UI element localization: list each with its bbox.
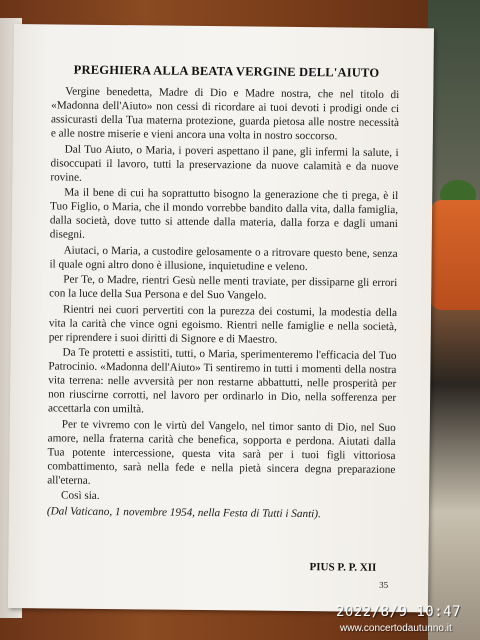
paragraph: Rientri nei cuori pervertiti con la purezza dei costumi, la modestia della vita la carità che vince ogni egoismo. Rientri nelle famiglie e nella società, per riprendere i suoi diritti di Signore e di Maestro.	[48, 303, 398, 346]
background-scene	[428, 0, 480, 640]
page-number: 35	[379, 579, 389, 590]
paragraph: Da Te protetti e assistiti, tutti, o Maria, sperimenteremo l'efficacia del Tuo Patrocinio. «Madonna dell'Aiuto» Ti sentiremo in tutti i momenti della nostra vita terrena: nelle avversità per non restarne abbattutti, nelle prosperità per non riuscirne corrotti, nel lavoro per ordinarlo in Dio, nella sofferenza per accettarla con umiltà.	[47, 346, 397, 416]
paragraph: Dal Tuo Aiuto, o Maria, i poveri aspettano il pane, gli infermi la salute, i disoccupati il lavoro, tutti la preservazione da nuove calamità e da nuove rovine.	[50, 143, 399, 184]
papal-signature: PIUS P. P. XII	[309, 561, 377, 574]
photo-timestamp: 2022/8/9 10:47	[336, 604, 462, 620]
flower-pot	[430, 200, 480, 310]
site-watermark: www.concertodautunno.it	[340, 623, 452, 634]
paragraph: Aiutaci, o Maria, a custodire gelosamente o a ritrovare questo bene, senza il quale ogni altro dono è illusione, inquietudine e veleno.	[49, 244, 398, 273]
prayer-body	[47, 84, 400, 523]
paragraph: Ma il bene di cui ha soprattutto bisogno la generazione che ti prega, è il Tuo Figlio, o Maria, che il mondo vorrebbe bandito dalla vita, dalla famiglia, dalla società, dove tutto si attende dalla materia, dalla forza e dagli umani disegni.	[49, 186, 399, 241]
book-page	[8, 24, 434, 612]
closing-line: Così sia.	[61, 489, 100, 502]
paragraph: Per Te, o Madre, rientri Gesù nelle menti traviate, per dissiparne gli errori con la luce della Sua Persona e del Suo Vangelo.	[49, 273, 398, 302]
prayer-title: PREGHIERA ALLA BEATA VERGINE DELL'AIUTO	[73, 62, 380, 80]
source-line: (Dal Vaticano, 1 novembre 1954, nella Festa di Tutti i Santi).	[46, 504, 321, 520]
paragraph: Per te vivremo con le virtù del Vangelo, nel timor santo di Dio, nel Suo amore, nella fraterna carità che benefica, sopporta e perdona. Aiutati dalla Tua potente intercessione, questa vita sarà per i tuoi figli vittoriosa combattimento, sarà nella fede e nella pietà sincera degna preparazione all'eterna.	[47, 418, 396, 487]
paragraph: Vergine benedetta, Madre di Dio e Madre nostra, che nel titolo di «Madonna dell'Aiuto» non cessi di ricordare ai tuoi devoti i prodigi onde ci assicurasti della Tua materna protezione, guarda pietosa alle nostre necessità e alle nostre miserie e vieni ancora una volta in nostro soccorso.	[50, 85, 400, 143]
